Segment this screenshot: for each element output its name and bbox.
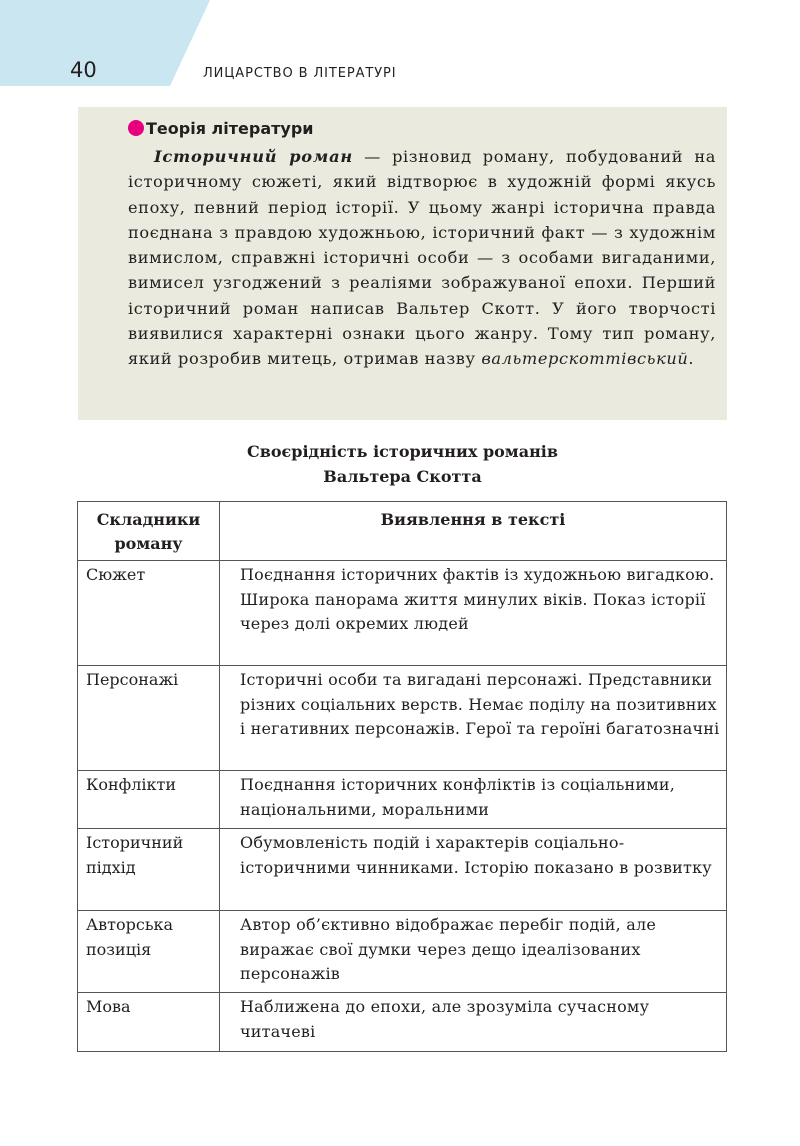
theory-term: Історичний роман bbox=[154, 147, 353, 166]
table-row bbox=[78, 771, 727, 829]
table-title-line2: Вальтера Скотта bbox=[323, 467, 482, 486]
row-text: Обумовленість подій і характерів соціально-історичними чинниками. Історію показано в розвитку bbox=[220, 829, 727, 911]
theory-body: — різновид роману, побудований на історичному сюжеті, який відтворює в художній формі якусь епоху, певний період історії. У цьому жанрі історична правда поєднана з правдою художньою, історичний факт — з художнім вимислом, справжні історичні особи — з особами вигаданими, вимисел узгоджений з реаліями зображуваної епохи. Перший історичний роман написав Вальтер Скотт. У його творчості виявилися характерні ознаки цього жанру. Тому тип роману, який розробив митець, отримав назву bbox=[128, 147, 716, 369]
table-row bbox=[78, 993, 727, 1052]
row-text: Поєднання історичних фактів із художньою вигадкою. Широка панорама життя минулих віків. Показ історії через долі окремих людей bbox=[220, 561, 727, 666]
table-title-line1: Своєрідність історичних романів bbox=[247, 442, 558, 461]
row-part: Авторська позиція bbox=[78, 911, 220, 993]
bullet-dot-icon bbox=[128, 120, 144, 136]
row-part: Мова bbox=[78, 993, 220, 1052]
row-part: Сюжет bbox=[78, 561, 220, 666]
table-row bbox=[78, 666, 727, 771]
corner-tab-decoration bbox=[0, 0, 210, 86]
row-part: Історичний підхід bbox=[78, 829, 220, 911]
theory-box bbox=[78, 107, 727, 420]
table-row bbox=[78, 911, 727, 993]
theory-definition bbox=[128, 144, 716, 372]
row-text: Історичні особи та вигадані персонажі. Представники різних соціальних верств. Немає поділу на позитивних і негативних персонажів. Герої та героїні багатозначні bbox=[220, 666, 727, 771]
table-header-row bbox=[78, 502, 727, 561]
row-part: Конфлікти bbox=[78, 771, 220, 829]
theory-end: . bbox=[688, 349, 695, 369]
table-row bbox=[78, 829, 727, 911]
row-text: Наближена до епохи, але зрозуміла сучасному читачеві bbox=[220, 993, 727, 1052]
row-part: Персонажі bbox=[78, 666, 220, 771]
table-row bbox=[78, 561, 727, 666]
page-number: 40 bbox=[70, 58, 97, 82]
theory-title: Теорія літератури bbox=[146, 118, 314, 138]
table-title bbox=[78, 439, 727, 489]
running-head: ЛИЦАРСТВО В ЛІТЕРАТУРІ bbox=[203, 66, 397, 81]
features-table bbox=[77, 501, 727, 1052]
row-text: Поєднання історичних конфліктів із соціальними, національними, моральними bbox=[220, 771, 727, 829]
header-parts: Складники роману bbox=[78, 502, 220, 561]
theory-emphasis: вальтерскоттівський bbox=[481, 349, 689, 369]
header-manifestation: Виявлення в тексті bbox=[220, 502, 727, 561]
row-text: Автор об’єктивно відображає перебіг подій, але виражає свої думки через дещо ідеалізованих персонажів bbox=[220, 911, 727, 993]
theory-header bbox=[128, 117, 313, 139]
